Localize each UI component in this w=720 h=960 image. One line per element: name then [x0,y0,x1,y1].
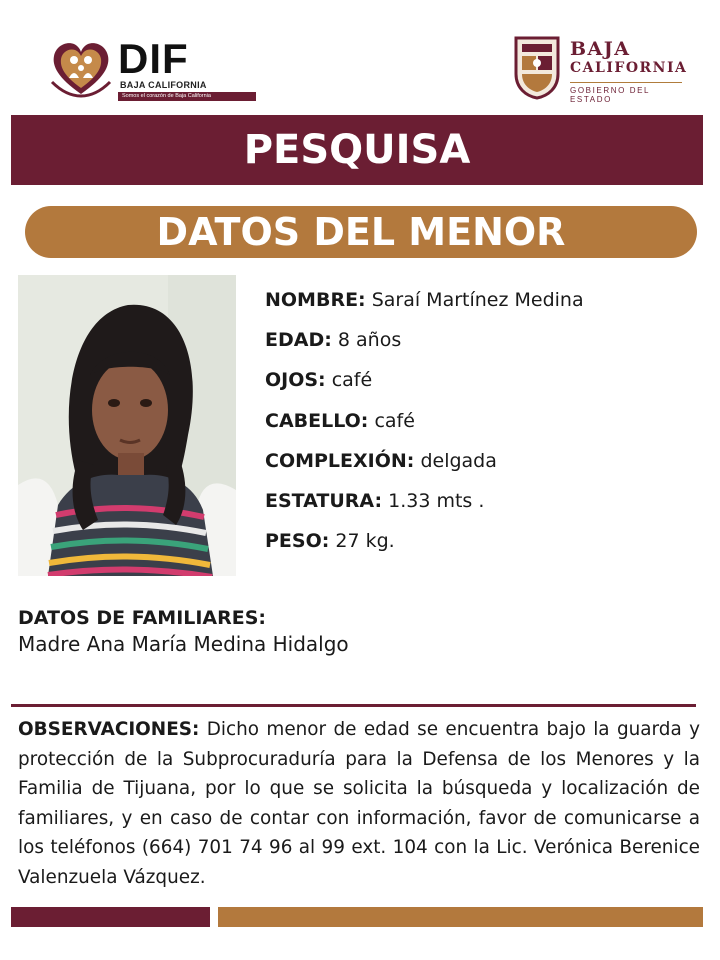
detail-row-peso [265,526,705,566]
detail-label: EDAD: [265,329,332,352]
family-section-title: DATOS DE FAMILIARES: [18,607,267,629]
detail-label: ESTATURA: [265,489,383,512]
coat-of-arms-icon [512,34,562,100]
detail-row-complexion [265,446,705,486]
detail-value: Saraí Martínez Medina [371,289,584,311]
state-logo-line2: CALIFORNIA [570,60,688,76]
detail-value: delgada [420,449,497,472]
detail-value: café [331,369,373,392]
state-logo-rule [570,82,682,83]
child-details [265,285,705,566]
state-government-logo [512,34,688,104]
state-logo-line1: BAJA [570,38,631,60]
dif-logo [50,36,210,100]
heart-family-icon [50,38,112,98]
detail-label: PESO: [265,530,330,553]
section-title: DATOS DEL MENOR [25,206,697,258]
detail-label: CABELLO: [265,409,369,432]
observations-text: Dicho menor de edad se encuentra bajo la guarda y protección de la Subprocuraduría para la Defensa de los Menores y la Familia de Tijuana, por lo que se solicita la búsqueda y localización de familiares, y en caso de contar con información, favor de comunicarse a los teléfonos (664) 701 74 96 al 99 ext. 104 con la Lic. Verónica Berenice Valenzuela Vázquez. [18,719,700,888]
dif-logo-name: DIF [118,35,189,82]
detail-value: 1.33 mts . [388,489,485,512]
detail-label: COMPLEXIÓN: [265,449,415,472]
detail-value: 8 años [337,329,402,352]
detail-row-cabello [265,406,705,446]
detail-row-nombre [265,285,705,325]
observations-label: OBSERVACIONES: [18,719,200,740]
page-title: PESQUISA [11,115,703,185]
detail-label: OJOS: [265,369,326,392]
detail-label: NOMBRE: [265,289,366,311]
family-section-value: Madre Ana María Medina Hidalgo [18,632,349,656]
section-divider [11,704,696,707]
dif-logo-subtitle: BAJA CALIFORNIA [120,80,207,90]
state-logo-line3: GOBIERNO DEL ESTADO [570,86,650,104]
footer-bar-gold [218,907,703,927]
detail-row-estatura [265,486,705,526]
observations-paragraph [18,715,700,892]
detail-value: café [374,409,415,432]
detail-value: 27 kg. [335,530,395,553]
detail-row-ojos [265,365,705,405]
footer-bar-maroon [11,907,210,927]
detail-row-edad [265,325,705,365]
dif-logo-tagline: Somos el corazón de Baja California [118,92,256,101]
child-photo [18,275,236,576]
